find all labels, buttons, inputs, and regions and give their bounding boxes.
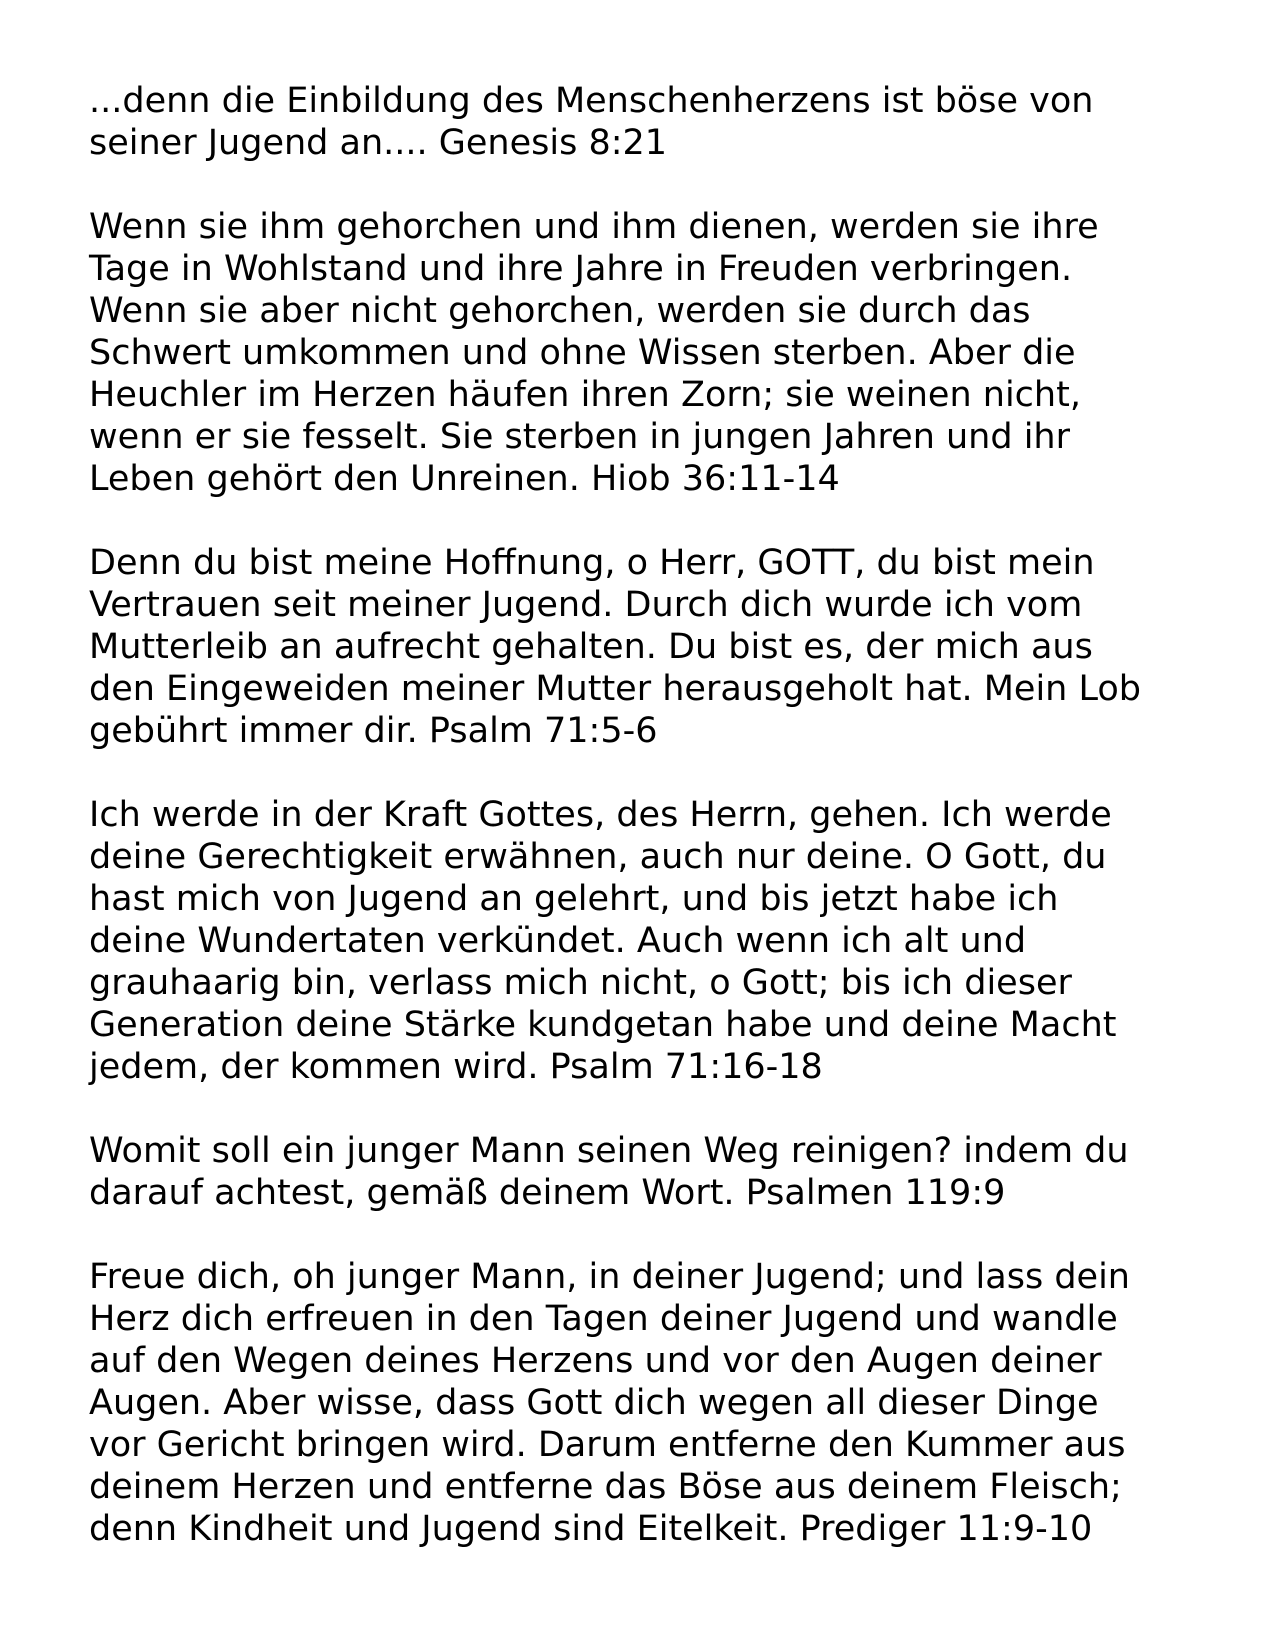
verse-paragraph-genesis: ...denn die Einbildung des Menschenherzens ist böse von seiner Jugend an.... Genesis 8:21 <box>89 81 1094 163</box>
verse-paragraph-psalm-71-16: Ich werde in der Kraft Gottes, des Herrn, gehen. Ich werde deine Gerechtigkeit erwähnen, auch nur deine. O Gott, du hast mich von Jugend an gelehrt, und bis jetzt habe ich deine Wundertaten verkündet. Auch wenn ich alt und grauhaarig bin, verlass mich nicht, o Gott; bis ich dieser Generation deine Stärke kundgetan habe und deine Macht jedem, der kommen wird. Psalm 71:16-18 <box>89 795 1117 1087</box>
document-page <box>89 80 1229 1592</box>
verse-paragraph-prediger: Freue dich, oh junger Mann, in deiner Jugend; und lass dein Herz dich erfreuen in den Tagen deiner Jugend und wandle auf den Wegen deines Herzens und vor den Augen deiner Augen. Aber wisse, dass Gott dich wegen all dieser Dinge vor Gericht bringen wird. Darum entferne den Kummer aus deinem Herzen und entferne das Böse aus deinem Fleisch; denn Kindheit und Jugend sind Eitelkeit. Prediger 11:9-10 <box>89 1257 1130 1549</box>
verse-paragraph-psalmen-119: Womit soll ein junger Mann seinen Weg reinigen? indem du darauf achtest, gemäß deinem Wort. Psalmen 119:9 <box>89 1131 1129 1213</box>
verse-paragraph-hiob: Wenn sie ihm gehorchen und ihm dienen, werden sie ihre Tage in Wohlstand und ihre Jahre in Freuden verbringen. Wenn sie aber nicht gehorchen, werden sie durch das Schwert umkommen und ohne Wissen sterben. Aber die Heuchler im Herzen häufen ihren Zorn; sie weinen nicht, wenn er sie fesselt. Sie sterben in jungen Jahren und ihr Leben gehört den Unreinen. Hiob 36:11-14 <box>89 207 1099 499</box>
verse-paragraph-psalm-71-5: Denn du bist meine Hoffnung, o Herr, GOTT, du bist mein Vertrauen seit meiner Jugend. Durch dich wurde ich vom Mutterleib an aufrecht gehalten. Du bist es, der mich aus den Eingeweiden meiner Mutter herausgeholt hat. Mein Lob gebührt immer dir. Psalm 71:5-6 <box>89 543 1141 751</box>
